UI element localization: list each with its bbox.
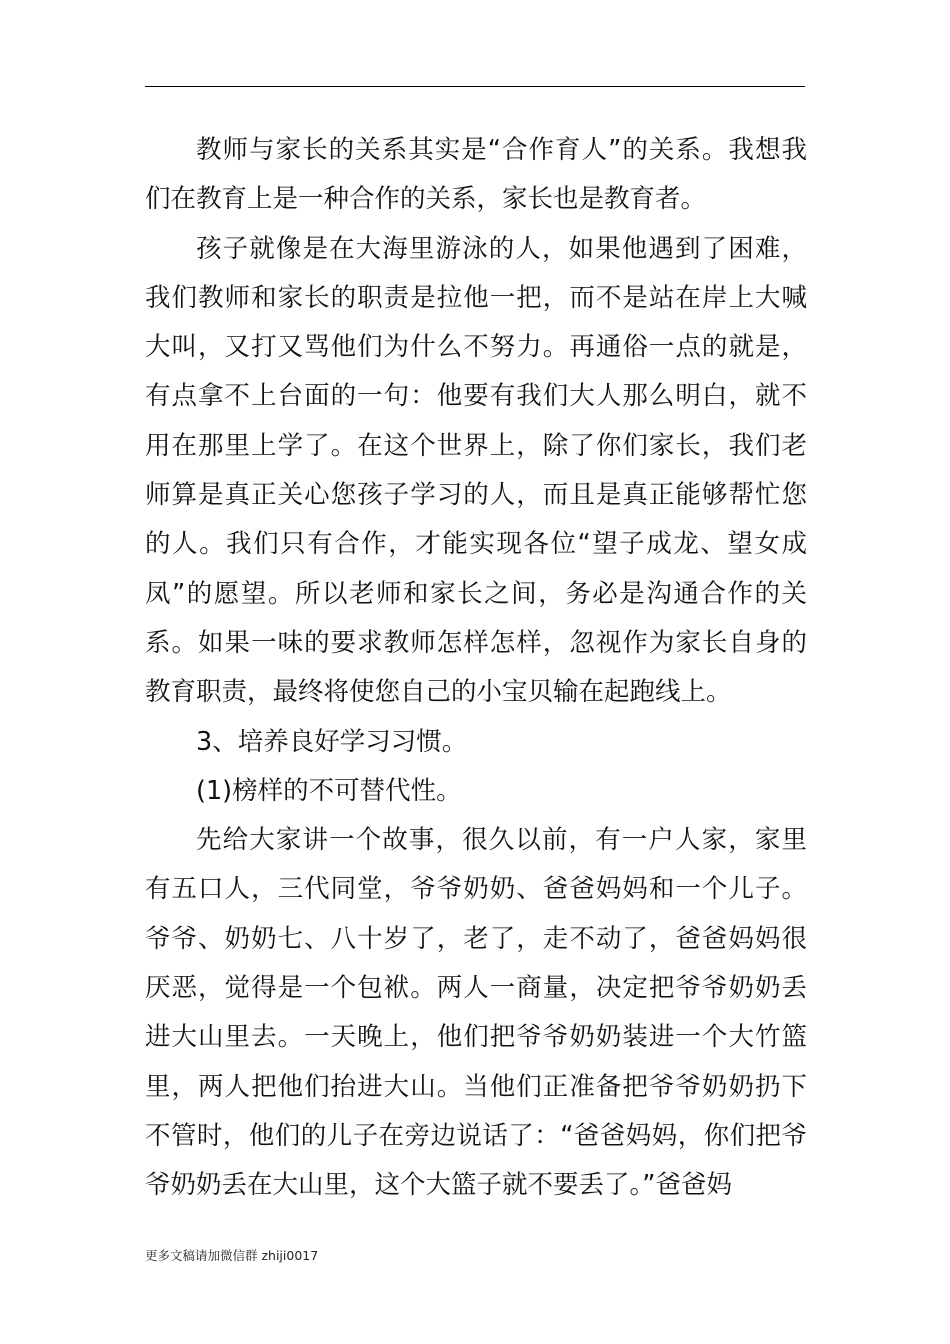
paragraph-teacher-parent-relationship: 教师与家长的关系其实是“合作育人”的关系。我想我们在教育上是一种合作的关系，家长也是教育者。 xyxy=(145,135,807,215)
body-text xyxy=(145,126,807,1211)
footer-note: 更多文稿请加微信群 zhiji0017 xyxy=(145,1248,319,1263)
header-rule xyxy=(145,86,805,87)
paragraph-story: 先给大家讲一个故事，很久以前，有一户人家，家里有五口人，三代同堂，爷爷奶奶、爸爸妈妈和一个儿子。爷爷、奶奶七、八十岁了，老了，走不动了，爸爸妈妈很厌恶，觉得是一个包袱。两人一商量，决定把爷爷奶奶丢进大山里去。一天晚上，他们把爷爷奶奶装进一个大竹篮里，两人把他们抬进大山。当他们正准备把爷爷奶奶扔下不管时，他们的儿子在旁边说话了：“爸爸妈妈，你们把爷爷奶奶丢在大山里，这个大篮子就不要丢了。”爸爸妈 xyxy=(145,825,807,1201)
subsection-heading-role-model: (1)榜样的不可替代性。 xyxy=(196,775,462,806)
paragraph-swimmer-analogy: 孩子就像是在大海里游泳的人，如果他遇到了困难，我们教师和家长的职责是拉他一把，而不是站在岸上大喊大叫，又打又骂他们为什么不努力。再通俗一点的就是，有点拿不上台面的一句：他要有我们大人那么明白，就不用在那里上学了。在这个世界上，除了你们家长，我们老师算是真正关心您孩子学习的人，而且是真正能够帮忙您的人。我们只有合作，才能实现各位“望子成龙、望女成凤”的愿望。所以老师和家长之间，务必是沟通合作的关系。如果一味的要求教师怎样怎样，忽视作为家长自身的教育职责，最终将使您自己的小宝贝输在起跑线上。 xyxy=(145,233,807,708)
section-heading-study-habits: 3、培养良好学习习惯。 xyxy=(196,726,468,757)
